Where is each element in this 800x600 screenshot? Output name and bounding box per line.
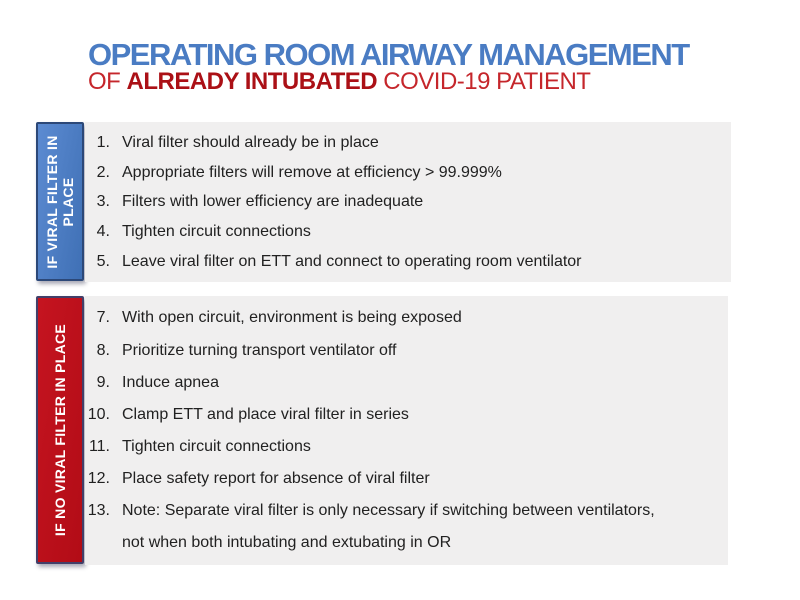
list-item [85, 308, 728, 327]
list-item-text: Leave viral filter on ETT and connect to operating room ventilator [122, 252, 582, 270]
list-item-text: Filters with lower efficiency are inadequate [122, 193, 424, 211]
list-panel-no-viral-filter-in-place [85, 296, 728, 565]
section-tab-label [44, 135, 76, 268]
list-item-number: 13. [87, 502, 110, 520]
section-tab-no-viral-filter-in-place [36, 296, 84, 564]
list-item-text: With open circuit, environment is being exposed [122, 309, 462, 327]
list-item [85, 163, 731, 182]
section-tab-label: IF NO VIRAL FILTER IN PLACE [52, 323, 68, 537]
section-tab-viral-filter-in-place [36, 122, 84, 281]
list-item-number: 7. [96, 309, 110, 327]
list-item [85, 405, 728, 424]
subtitle-suffix: COVID-19 PATIENT [377, 68, 591, 95]
list-item [85, 341, 728, 360]
list-item-text: Clamp ETT and place viral filter in series [122, 405, 409, 423]
list-item-text: not when both intubating and extubating in OR [122, 534, 452, 552]
list-item-continuation [85, 533, 728, 552]
page-subtitle [88, 70, 590, 94]
list-item-number: 10. [87, 405, 110, 423]
list-item-text: Appropriate filters will remove at efficiency > 99.999% [122, 163, 502, 181]
list-item-text: Note: Separate viral filter is only necessary if switching between ventilators, [122, 502, 655, 520]
list-item-text: Tighten circuit connections [122, 437, 311, 455]
tab-label-line1: IF VIRAL FILTER IN [44, 134, 60, 269]
list-item-number: 3. [96, 193, 110, 211]
list-panel-viral-filter-in-place [85, 122, 731, 282]
list-item-number: 12. [87, 470, 110, 488]
list-item-number: 1. [96, 134, 110, 152]
list-item [85, 133, 731, 152]
list-item [85, 252, 731, 271]
list-item [85, 469, 728, 488]
list-item [85, 373, 728, 392]
list-item-text: Place safety report for absence of viral filter [122, 470, 430, 488]
list-item-number: 5. [96, 252, 110, 270]
list-item [85, 192, 731, 211]
subtitle-prefix: OF [88, 68, 127, 95]
list-item-text: Tighten circuit connections [122, 222, 311, 240]
list-item-number: 2. [96, 163, 110, 181]
list-item [85, 222, 731, 241]
list-item-text: Prioritize turning transport ventilator off [122, 341, 397, 359]
list-item-number: 9. [96, 373, 110, 391]
list-item-text: Viral filter should already be in place [122, 134, 379, 152]
list-item-number: 8. [96, 341, 110, 359]
list-item [85, 501, 728, 520]
page-title: OPERATING ROOM AIRWAY MANAGEMENT [88, 37, 689, 72]
list-item-text: Induce apnea [122, 373, 219, 391]
list-item-number: 11. [88, 437, 110, 455]
list-item [85, 437, 728, 456]
list-item-number: 4. [96, 222, 110, 240]
subtitle-bold: ALREADY INTUBATED [126, 68, 378, 95]
tab-label-line2: PLACE [60, 177, 76, 226]
